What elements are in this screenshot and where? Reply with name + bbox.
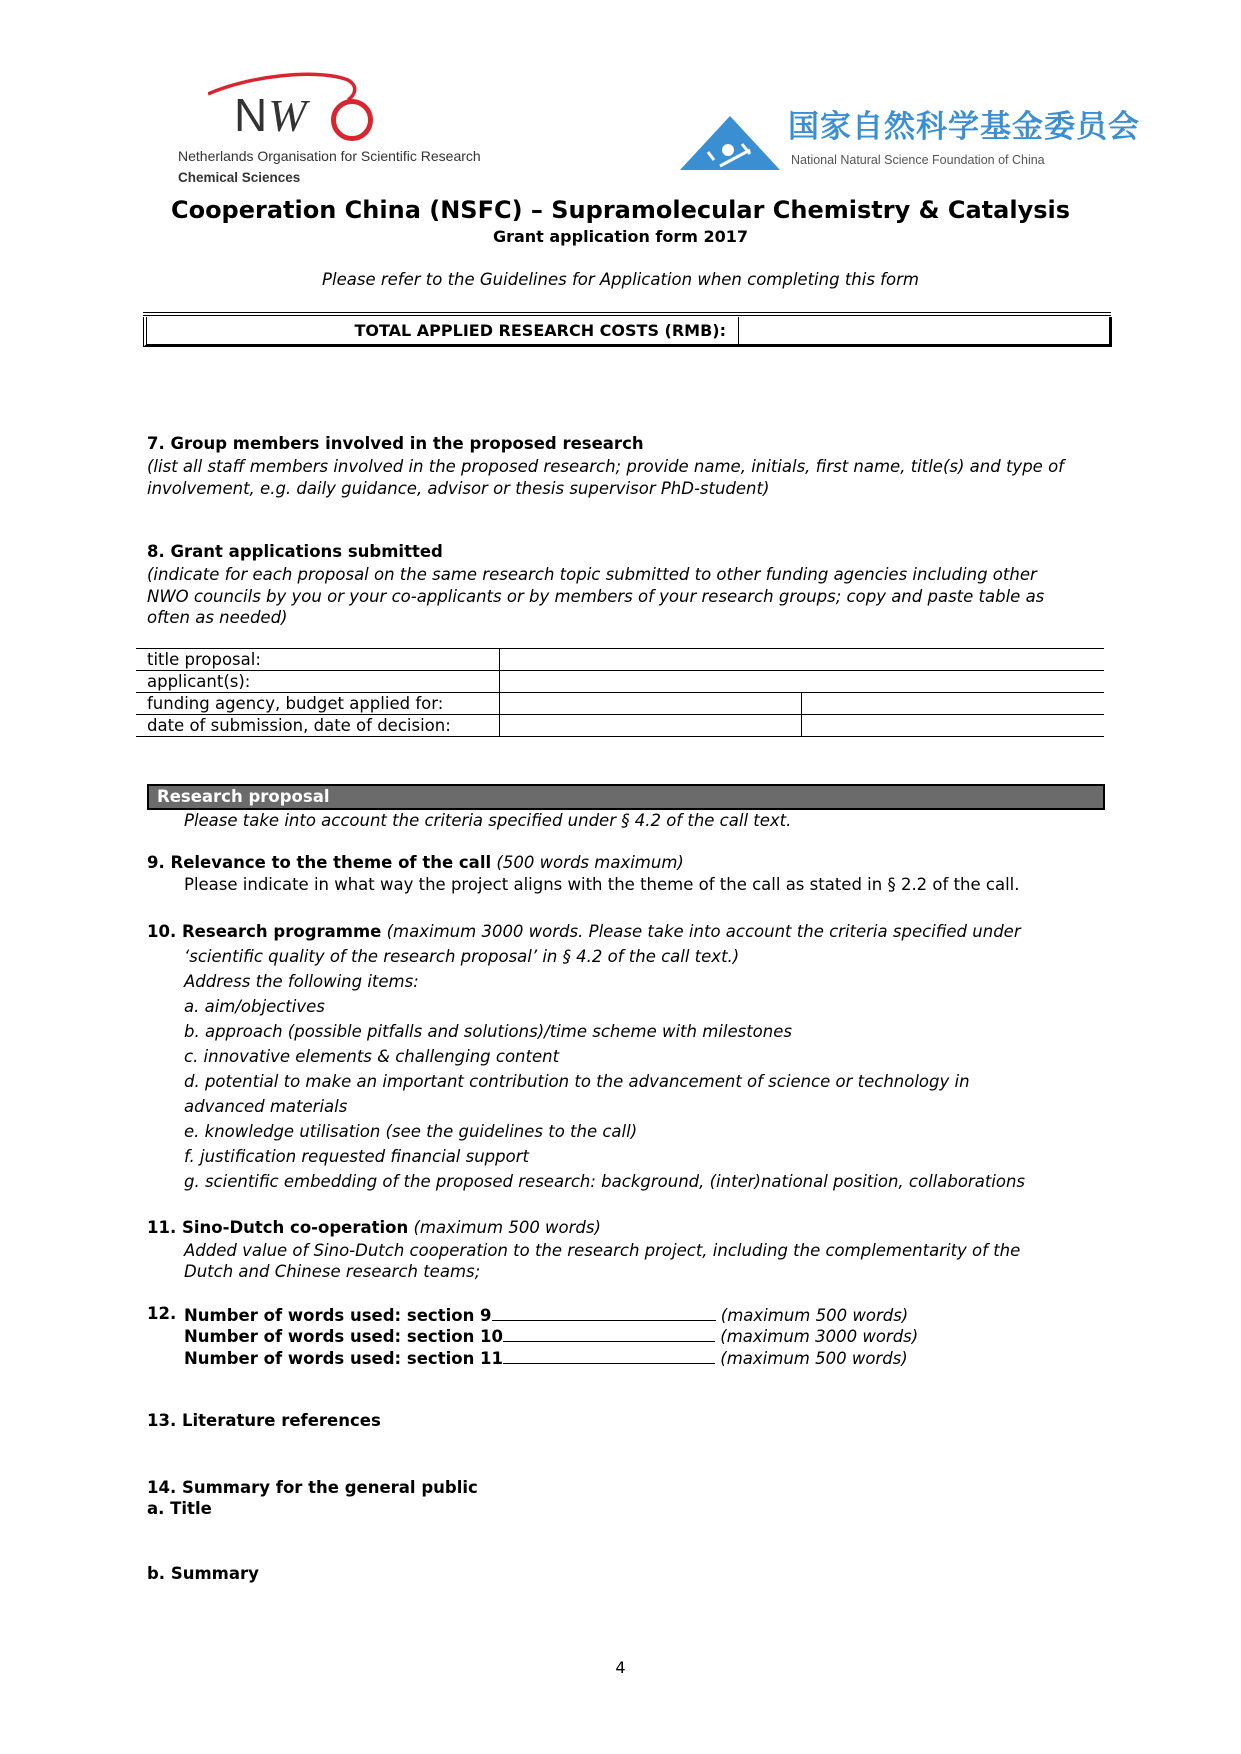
row-label-title-proposal: title proposal: <box>136 649 500 671</box>
row-label-dates: date of submission, date of decision: <box>136 715 500 737</box>
word-count-limit: (maximum 3000 words) <box>720 1327 919 1346</box>
section-14-sub-b: b. Summary <box>147 1564 259 1583</box>
section-11-heading-line <box>147 1218 601 1237</box>
divider <box>143 312 1111 313</box>
row-label-applicants: applicant(s): <box>136 671 500 693</box>
guideline-note: Please refer to the Guidelines for Application when completing this form <box>322 270 919 289</box>
word-count-field-9[interactable] <box>492 1304 716 1321</box>
nwo-letter-w: W <box>268 90 308 141</box>
applicants-field[interactable] <box>500 671 1105 693</box>
section-7-instructions: (list all staff members involved in the proposed research; provide name, initials, first name, title(s) and type of involvement, e.g. daily guidance, advisor or thesis supervisor PhD-student) <box>147 457 1064 498</box>
decision-date-field[interactable] <box>802 715 1105 737</box>
total-costs-row <box>143 317 1112 347</box>
page-title: Cooperation China (NSFC) – Supramolecular Chemistry & Catalysis <box>170 196 1071 224</box>
page-subtitle: Grant application form 2017 <box>492 227 749 246</box>
section-10-item-b: b. approach (possible pitfalls and solutions)/time scheme with milestones <box>184 1022 792 1041</box>
nwo-letter-n: N <box>234 89 269 141</box>
section-13-heading: 13. Literature references <box>147 1411 381 1430</box>
section-11-text: Added value of Sino-Dutch cooperation to the research project, including the complementarity of the <box>184 1241 1021 1260</box>
nwo-o-ring-icon <box>331 99 373 141</box>
section-10-heading-line <box>147 922 1021 941</box>
total-costs-label: TOTAL APPLIED RESEARCH COSTS (RMB): <box>147 317 739 344</box>
page-number: 4 <box>615 1658 626 1677</box>
divider <box>143 315 1111 316</box>
section-12-prefix: 12. <box>147 1304 177 1323</box>
section-14-sub-a: a. Title <box>147 1499 212 1518</box>
section-11-heading: 11. Sino-Dutch co-operation <box>147 1218 409 1237</box>
table-row <box>136 671 1104 693</box>
word-count-limit: (maximum 500 words) <box>720 1349 908 1368</box>
section-10-item-g: g. scientific embedding of the proposed research: background, (inter)national position, collaborations <box>184 1172 1026 1191</box>
grant-applications-table <box>136 648 1104 737</box>
title-proposal-field[interactable] <box>500 649 1105 671</box>
section-10-limit-cont: ‘scientific quality of the research proposal’ in § 4.2 of the call text.) <box>184 947 740 966</box>
nsfc-logo <box>680 109 1140 172</box>
research-proposal-note: Please take into account the criteria specified under § 4.2 of the call text. <box>184 811 792 830</box>
section-8-instructions: (indicate for each proposal on the same research topic submitted to other funding agencies including other NWO councils by you or your co-applicants or by members of your research groups; copy and paste table as often as needed) <box>147 565 1045 627</box>
nwo-org-name: Netherlands Organisation for Scientific Research <box>178 148 481 164</box>
section-10-item-f: f. justification requested financial support <box>184 1147 529 1166</box>
section-11-limit: (maximum 500 words) <box>413 1218 601 1237</box>
section-7-heading: 7. Group members involved in the proposed research <box>147 434 644 453</box>
nwo-logo <box>178 72 508 192</box>
section-10-limit: (maximum 3000 words. Please take into account the criteria specified under <box>386 922 1021 941</box>
section-9-heading-line <box>147 853 684 872</box>
nsfc-chinese-name: 国家自然科学基金委员会 <box>788 109 1140 145</box>
word-count-row-11 <box>184 1347 908 1368</box>
section-9-limit: (500 words maximum) <box>496 853 684 872</box>
nwo-wordmark <box>234 89 308 141</box>
nsfc-triangle-icon <box>680 116 780 170</box>
section-8-heading: 8. Grant applications submitted <box>147 542 443 561</box>
table-row <box>136 715 1104 737</box>
section-10-intro: Address the following items: <box>184 972 419 991</box>
total-costs-box <box>143 312 1111 346</box>
section-10-item-a: a. aim/objectives <box>184 997 325 1016</box>
section-9-heading: 9. Relevance to the theme of the call <box>147 853 492 872</box>
word-count-label: Number of words used: section 11 <box>184 1349 504 1368</box>
section-11-text-cont: Dutch and Chinese research teams; <box>184 1262 481 1281</box>
section-14-heading: 14. Summary for the general public <box>147 1478 478 1497</box>
word-count-field-11[interactable] <box>503 1347 715 1364</box>
row-label-funding-agency: funding agency, budget applied for: <box>136 693 500 715</box>
total-costs-field[interactable] <box>739 317 1109 344</box>
table-row <box>136 649 1104 671</box>
section-10-item-d-cont: advanced materials <box>184 1097 348 1116</box>
word-count-label: Number of words used: section 10 <box>184 1327 504 1346</box>
funding-agency-field[interactable] <box>500 693 802 715</box>
budget-applied-field[interactable] <box>802 693 1105 715</box>
word-count-row-10 <box>184 1325 918 1346</box>
section-10-item-c: c. innovative elements & challenging content <box>184 1047 560 1066</box>
section-9-text: Please indicate in what way the project aligns with the theme of the call as stated in § 2.2 of the call. <box>184 875 1020 894</box>
section-10-item-d: d. potential to make an important contribution to the advancement of science or technology in <box>184 1072 970 1091</box>
nwo-division: Chemical Sciences <box>178 170 301 185</box>
word-count-limit: (maximum 500 words) <box>720 1306 909 1325</box>
table-row <box>136 693 1104 715</box>
submission-date-field[interactable] <box>500 715 802 737</box>
section-10-item-e: e. knowledge utilisation (see the guidelines to the call) <box>184 1122 638 1141</box>
word-count-field-10[interactable] <box>503 1325 715 1342</box>
nsfc-english-name: National Natural Science Foundation of China <box>791 153 1045 167</box>
word-count-row-9 <box>184 1304 908 1325</box>
word-count-label: Number of words used: section 9 <box>184 1306 492 1325</box>
research-proposal-bar: Research proposal <box>147 784 1105 810</box>
section-10-heading: 10. Research programme <box>147 922 382 941</box>
